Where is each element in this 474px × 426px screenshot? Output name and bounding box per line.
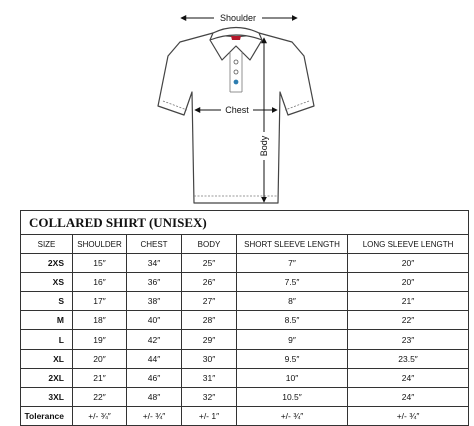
collar-tag — [231, 36, 241, 40]
chest-cell: 46″ — [127, 368, 182, 387]
table-row — [21, 368, 469, 387]
table-row — [21, 387, 469, 406]
long-sleeve-cell: +/- ¾″ — [348, 406, 469, 425]
body-label: Body — [259, 135, 269, 157]
size-cell: 2XL — [21, 368, 73, 387]
shoulder-label: Shoulder — [219, 13, 257, 23]
short-sleeve-cell: 9.5″ — [237, 349, 348, 368]
shirt-illustration — [0, 0, 474, 208]
shoulder-cell: 18″ — [73, 311, 127, 330]
table-row — [21, 254, 469, 273]
short-sleeve-cell: +/- ¾″ — [237, 406, 348, 425]
short-sleeve-cell: 8″ — [237, 292, 348, 311]
long-sleeve-cell: 23″ — [348, 330, 469, 349]
chest-cell: +/- ¾″ — [127, 406, 182, 425]
size-cell: 3XL — [21, 387, 73, 406]
header-body: BODY — [182, 235, 237, 254]
body-cell: +/- 1″ — [182, 406, 237, 425]
long-sleeve-cell: 23.5″ — [348, 349, 469, 368]
header-shoulder: SHOULDER — [73, 235, 127, 254]
body-cell: 27″ — [182, 292, 237, 311]
short-sleeve-cell: 8.5″ — [237, 311, 348, 330]
shoulder-cell: 15″ — [73, 254, 127, 273]
chest-cell: 36″ — [127, 273, 182, 292]
short-sleeve-cell: 10.5″ — [237, 387, 348, 406]
body-cell: 26″ — [182, 273, 237, 292]
body-cell: 32″ — [182, 387, 237, 406]
size-cell: XL — [21, 349, 73, 368]
body-cell: 29″ — [182, 330, 237, 349]
body-cell: 30″ — [182, 349, 237, 368]
shoulder-cell: 17″ — [73, 292, 127, 311]
table-row — [21, 311, 469, 330]
table-title: COLLARED SHIRT (UNISEX) — [21, 211, 469, 235]
table-row — [21, 349, 469, 368]
chest-label: Chest — [225, 105, 249, 115]
chest-cell: 42″ — [127, 330, 182, 349]
body-cell: 25″ — [182, 254, 237, 273]
shoulder-cell: 21″ — [73, 368, 127, 387]
long-sleeve-cell: 20″ — [348, 273, 469, 292]
shoulder-cell: 20″ — [73, 349, 127, 368]
short-sleeve-cell: 7.5″ — [237, 273, 348, 292]
long-sleeve-cell: 21″ — [348, 292, 469, 311]
short-sleeve-cell: 9″ — [237, 330, 348, 349]
chest-cell: 40″ — [127, 311, 182, 330]
long-sleeve-cell: 22″ — [348, 311, 469, 330]
chest-cell: 34″ — [127, 254, 182, 273]
header-long-sleeve-length: LONG SLEEVE LENGTH — [348, 235, 469, 254]
size-cell: S — [21, 292, 73, 311]
long-sleeve-cell: 24″ — [348, 387, 469, 406]
table-row — [21, 330, 469, 349]
chest-cell: 48″ — [127, 387, 182, 406]
header-chest: CHEST — [127, 235, 182, 254]
short-sleeve-cell: 10″ — [237, 368, 348, 387]
tolerance-label: Tolerance — [21, 406, 73, 425]
placket-buttons — [234, 60, 238, 84]
table-row — [21, 292, 469, 311]
shoulder-cell: 22″ — [73, 387, 127, 406]
shoulder-cell: 19″ — [73, 330, 127, 349]
long-sleeve-cell: 24″ — [348, 368, 469, 387]
long-sleeve-cell: 20″ — [348, 254, 469, 273]
short-sleeve-cell: 7″ — [237, 254, 348, 273]
body-cell: 28″ — [182, 311, 237, 330]
size-cell: XS — [21, 273, 73, 292]
header-row — [21, 235, 469, 254]
body-cell: 31″ — [182, 368, 237, 387]
size-chart-table — [20, 210, 469, 426]
table-title-row — [21, 211, 469, 235]
tolerance-row — [21, 406, 469, 425]
size-cell: 2XS — [21, 254, 73, 273]
shoulder-cell: +/- ¾″ — [73, 406, 127, 425]
size-cell: L — [21, 330, 73, 349]
header-short-sleeve-length: SHORT SLEEVE LENGTH — [237, 235, 348, 254]
size-cell: M — [21, 311, 73, 330]
header-size: SIZE — [21, 235, 73, 254]
chest-cell: 38″ — [127, 292, 182, 311]
chest-cell: 44″ — [127, 349, 182, 368]
shoulder-cell: 16″ — [73, 273, 127, 292]
table-row — [21, 273, 469, 292]
